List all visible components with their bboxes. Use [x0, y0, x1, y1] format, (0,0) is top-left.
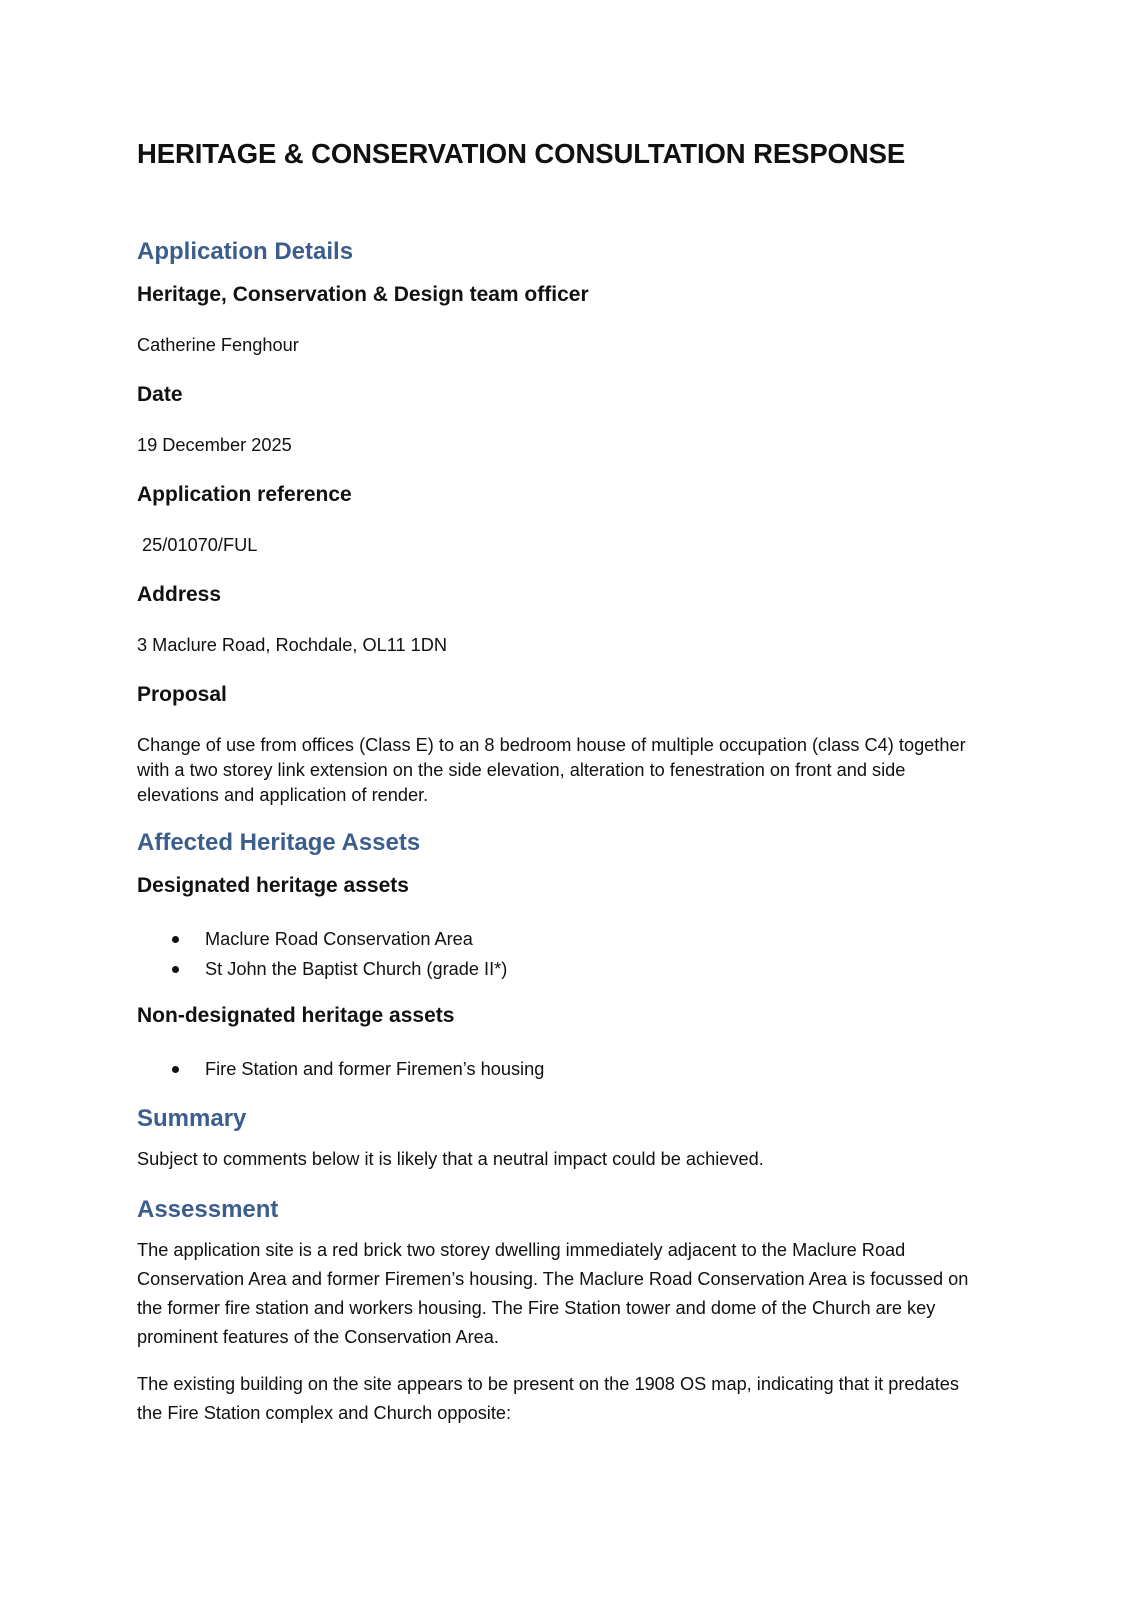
affected-assets-heading: Affected Heritage Assets [137, 829, 421, 856]
officer-label: Heritage, Conservation & Design team officer [137, 283, 589, 306]
bullet-icon [172, 966, 179, 973]
document-title: HERITAGE & CONSERVATION CONSULTATION RESPONSE [137, 138, 906, 169]
summary-text: Subject to comments below it is likely that a neutral impact could be achieved. [137, 1149, 764, 1169]
non-designated-assets-list [137, 1054, 544, 1084]
list-item: Maclure Road Conservation Area [137, 924, 507, 954]
address-label: Address [137, 583, 222, 606]
reference-value: 25/01070/FUL [137, 535, 258, 555]
date-label: Date [137, 383, 183, 406]
bullet-icon [172, 1066, 179, 1073]
summary-heading: Summary [137, 1105, 247, 1132]
proposal-value: Change of use from offices (Class E) to an 8 bedroom house of multiple occupation (class C4) together with a two storey link extension on the side elevation, alteration to fenestration on front and side elevations and application of render. [137, 735, 966, 805]
bullet-icon [172, 936, 179, 943]
reference-label: Application reference [137, 483, 352, 506]
list-item: St John the Baptist Church (grade II*) [137, 954, 507, 984]
list-item: Fire Station and former Firemen’s housing [137, 1054, 544, 1084]
application-details-heading: Application Details [137, 238, 354, 265]
assessment-paragraph-2: The existing building on the site appears to be present on the 1908 OS map, indicating that it predates the Fire Station complex and Church opposite: [137, 1374, 959, 1423]
designated-assets-list [137, 924, 507, 984]
designated-assets-label: Designated heritage assets [137, 874, 409, 897]
officer-value: Catherine Fenghour [137, 335, 299, 355]
date-value: 19 December 2025 [137, 435, 292, 455]
assessment-paragraph-1: The application site is a red brick two storey dwelling immediately adjacent to the Maclure Road Conservation Area and former Firemen’s housing. The Maclure Road Conservation Area is focussed on the former fire station and workers housing. The Fire Station tower and dome of the Church are key prominent features of the Conservation Area. [137, 1240, 969, 1347]
assessment-heading: Assessment [137, 1196, 279, 1223]
address-value: 3 Maclure Road, Rochdale, OL11 1DN [137, 635, 448, 655]
non-designated-assets-label: Non-designated heritage assets [137, 1004, 455, 1027]
proposal-label: Proposal [137, 683, 227, 706]
